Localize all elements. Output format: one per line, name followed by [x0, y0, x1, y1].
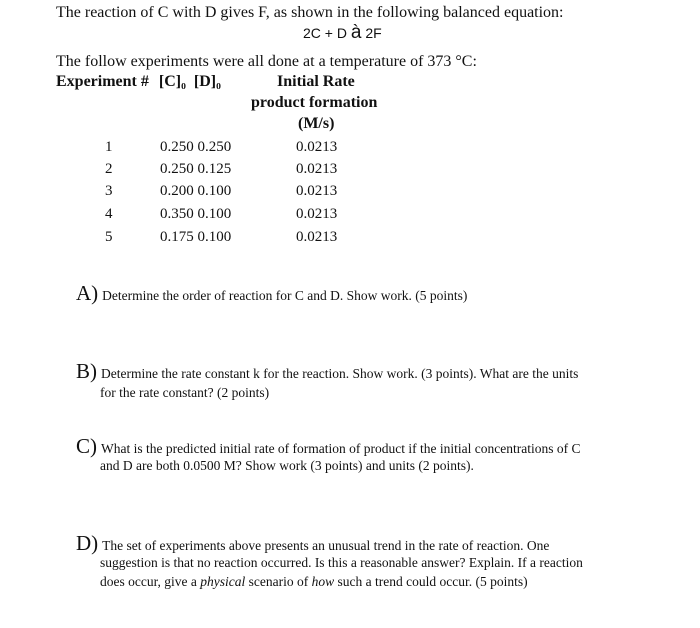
row-4-concentrations: 0.350 0.100	[160, 206, 232, 222]
intro-line-1: The reaction of C with D gives F, as shown in the following balanced equation:	[56, 4, 564, 21]
question-d-text-line-2: suggestion is that no reaction occurred. Is this a reasonable answer? Explain. If a reaction	[100, 555, 583, 570]
question-c-text-line-1: What is the predicted initial rate of formation of product if the initial concentrations of C	[101, 441, 581, 456]
question-b-letter: B)	[76, 359, 97, 383]
row-3-experiment: 3	[105, 183, 113, 199]
row-2-rate: 0.0213	[296, 161, 338, 177]
question-d-letter: D)	[76, 531, 99, 555]
header-d0: [D]₀	[193, 73, 221, 90]
question-a	[76, 281, 467, 306]
question-d-text-line-1: The set of experiments above presents an unusual trend in the rate of reaction. One	[102, 538, 550, 553]
equation-arrow: à	[350, 22, 362, 43]
question-c-text-line-2: and D are both 0.0500 M? Show work (3 points) and units (2 points).	[100, 458, 474, 473]
row-5-experiment: 5	[105, 229, 113, 245]
intro-line-2: The follow experiments were all done at a temperature of 373 °C:	[56, 53, 477, 70]
question-d-text-line-3	[100, 572, 528, 591]
header-c0: [C]₀	[158, 73, 186, 90]
header-units: (M/s)	[298, 115, 335, 132]
row-2-concentrations: 0.250 0.125	[160, 161, 232, 177]
question-a-letter: A)	[76, 281, 99, 305]
row-5-concentrations: 0.175 0.100	[160, 229, 232, 245]
question-c-letter: C)	[76, 434, 97, 458]
row-4-experiment: 4	[105, 206, 113, 222]
question-b-text-line-1: Determine the rate constant k for the reaction. Show work. (3 points). What are the units	[101, 366, 579, 381]
row-1-concentrations: 0.250 0.250	[160, 139, 232, 155]
row-1-experiment: 1	[105, 139, 113, 155]
balanced-equation	[303, 22, 382, 44]
row-1-rate: 0.0213	[296, 139, 338, 155]
row-3-concentrations: 0.200 0.100	[160, 183, 232, 199]
question-d-emphasis-how: how	[311, 574, 335, 589]
question-d-text-3c: such a trend could occur. (5 points)	[334, 574, 528, 589]
row-3-rate: 0.0213	[296, 183, 338, 199]
question-b	[76, 359, 578, 384]
question-d-emphasis-physical: physical	[200, 574, 246, 589]
question-b-text-line-2: for the rate constant? (2 points)	[100, 385, 270, 400]
equation-left: 2C + D	[303, 25, 351, 41]
row-2-experiment: 2	[105, 161, 113, 177]
header-experiment: Experiment #	[56, 73, 149, 90]
equation-right: 2F	[361, 25, 382, 41]
table-header-row	[56, 73, 221, 91]
question-d-text-3b: scenario of	[245, 574, 312, 589]
row-4-rate: 0.0213	[296, 206, 338, 222]
question-a-text: Determine the order of reaction for C and D. Show work. (5 points)	[102, 288, 468, 303]
question-d-text-3a: does occur, give a	[100, 574, 201, 589]
row-5-rate: 0.0213	[296, 229, 338, 245]
header-product-formation: product formation	[251, 94, 378, 111]
header-initial-rate: Initial Rate	[277, 73, 355, 90]
